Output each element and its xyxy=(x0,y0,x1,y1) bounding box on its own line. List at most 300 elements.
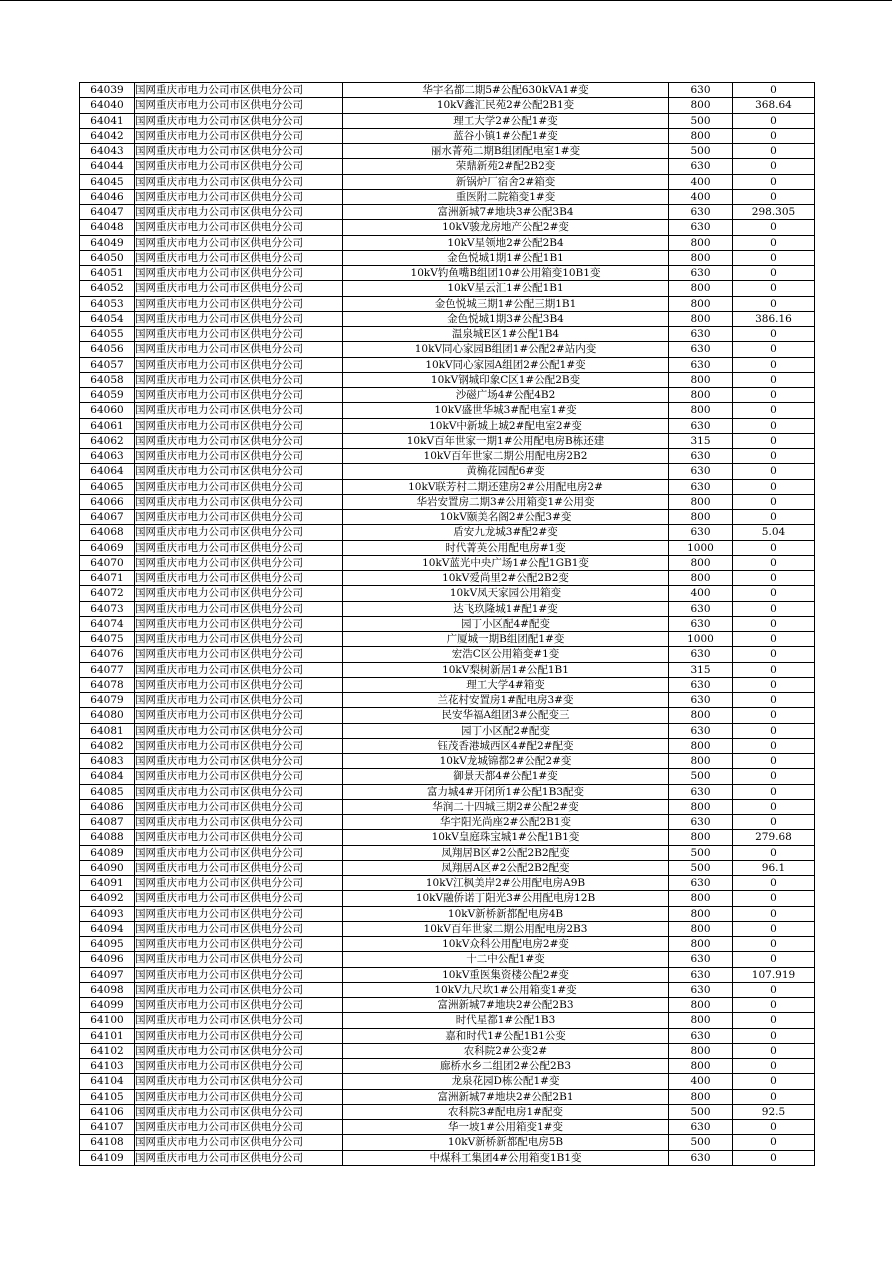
company-cell: 国网重庆市电力公司市区供电分公司 xyxy=(135,113,343,128)
table-row xyxy=(80,1135,815,1150)
transformer-name-cell: 荣鼎新苑2#配2B2变 xyxy=(343,159,669,174)
table-row xyxy=(80,754,815,769)
transformer-name-cell: 10kV中新城上城2#配电室2#变 xyxy=(343,418,669,433)
table-row xyxy=(80,342,815,357)
capacity-cell: 800 xyxy=(669,906,733,921)
capacity-cell: 315 xyxy=(669,662,733,677)
capacity-cell: 500 xyxy=(669,845,733,860)
row-id-cell: 64047 xyxy=(80,205,135,220)
value-cell: 0 xyxy=(733,1074,815,1089)
table-row xyxy=(80,662,815,677)
row-id-cell: 64088 xyxy=(80,830,135,845)
table-row xyxy=(80,998,815,1013)
value-cell: 0 xyxy=(733,845,815,860)
transformer-name-cell: 农科院2#公变2# xyxy=(343,1043,669,1058)
table-row xyxy=(80,144,815,159)
capacity-cell: 630 xyxy=(669,418,733,433)
transformer-name-cell: 10kV颐美名阁2#公配3#变 xyxy=(343,510,669,525)
page-top-border xyxy=(0,0,892,1)
capacity-cell: 500 xyxy=(669,1135,733,1150)
transformer-name-cell: 钰茂香港城西区4#配2#配变 xyxy=(343,738,669,753)
transformer-name-cell: 10kV同心家园B组团1#公配2#站内变 xyxy=(343,342,669,357)
table-row xyxy=(80,357,815,372)
row-id-cell: 64040 xyxy=(80,98,135,113)
capacity-cell: 800 xyxy=(669,937,733,952)
table-row xyxy=(80,464,815,479)
table-row xyxy=(80,891,815,906)
value-cell: 0 xyxy=(733,1043,815,1058)
row-id-cell: 64108 xyxy=(80,1135,135,1150)
transformer-name-cell: 10kV龙城锦都2#公配2#变 xyxy=(343,754,669,769)
row-id-cell: 64094 xyxy=(80,921,135,936)
table-row xyxy=(80,555,815,570)
value-cell: 0 xyxy=(733,921,815,936)
capacity-cell: 630 xyxy=(669,1028,733,1043)
capacity-cell: 630 xyxy=(669,159,733,174)
row-id-cell: 64097 xyxy=(80,967,135,982)
transformer-name-cell: 宏浩C区公用箱变#1变 xyxy=(343,647,669,662)
row-id-cell: 64074 xyxy=(80,616,135,631)
company-cell: 国网重庆市电力公司市区供电分公司 xyxy=(135,754,343,769)
capacity-cell: 800 xyxy=(669,372,733,387)
capacity-cell: 630 xyxy=(669,967,733,982)
row-id-cell: 64070 xyxy=(80,555,135,570)
company-cell: 国网重庆市电力公司市区供电分公司 xyxy=(135,1150,343,1165)
transformer-name-cell: 兰花村安置房1#配电房3#变 xyxy=(343,693,669,708)
company-cell: 国网重庆市电力公司市区供电分公司 xyxy=(135,433,343,448)
transformer-name-cell: 10kV百年世家二期公用配电房2B3 xyxy=(343,921,669,936)
transformer-name-cell: 凤翔居A区#2公配2B2配变 xyxy=(343,860,669,875)
capacity-cell: 630 xyxy=(669,1150,733,1165)
row-id-cell: 64089 xyxy=(80,845,135,860)
value-cell: 0 xyxy=(733,799,815,814)
transformer-name-cell: 凤翔居B区#2公配2B2配变 xyxy=(343,845,669,860)
company-cell: 国网重庆市电力公司市区供电分公司 xyxy=(135,860,343,875)
value-cell: 0 xyxy=(733,632,815,647)
row-id-cell: 64085 xyxy=(80,784,135,799)
row-id-cell: 64060 xyxy=(80,403,135,418)
company-cell: 国网重庆市电力公司市区供电分公司 xyxy=(135,494,343,509)
company-cell: 国网重庆市电力公司市区供电分公司 xyxy=(135,906,343,921)
table-row xyxy=(80,250,815,265)
transformer-name-cell: 富力城4#开闭所1#公配1B3配变 xyxy=(343,784,669,799)
value-cell: 0 xyxy=(733,998,815,1013)
row-id-cell: 64109 xyxy=(80,1150,135,1165)
company-cell: 国网重庆市电力公司市区供电分公司 xyxy=(135,616,343,631)
capacity-cell: 800 xyxy=(669,799,733,814)
row-id-cell: 64061 xyxy=(80,418,135,433)
capacity-cell: 1000 xyxy=(669,632,733,647)
value-cell: 0 xyxy=(733,693,815,708)
value-cell: 0 xyxy=(733,571,815,586)
company-cell: 国网重庆市电力公司市区供电分公司 xyxy=(135,677,343,692)
value-cell: 0 xyxy=(733,83,815,98)
row-id-cell: 64087 xyxy=(80,815,135,830)
table-row xyxy=(80,1089,815,1104)
transformer-name-cell: 10kV骏龙房地产公配2#变 xyxy=(343,220,669,235)
table-row xyxy=(80,921,815,936)
company-cell: 国网重庆市电力公司市区供电分公司 xyxy=(135,708,343,723)
transformer-name-cell: 华一坡1#公用箱变1#变 xyxy=(343,1120,669,1135)
transformer-name-cell: 金色悦城1期3#公配3B4 xyxy=(343,311,669,326)
company-cell: 国网重庆市电力公司市区供电分公司 xyxy=(135,235,343,250)
table-row xyxy=(80,815,815,830)
value-cell: 92.5 xyxy=(733,1104,815,1119)
transformer-name-cell: 民安华福A组团3#公配变三 xyxy=(343,708,669,723)
value-cell: 0 xyxy=(733,891,815,906)
row-id-cell: 64071 xyxy=(80,571,135,586)
row-id-cell: 64056 xyxy=(80,342,135,357)
table-row xyxy=(80,845,815,860)
capacity-cell: 400 xyxy=(669,586,733,601)
table-row xyxy=(80,159,815,174)
table-row xyxy=(80,784,815,799)
table-row xyxy=(80,479,815,494)
capacity-cell: 800 xyxy=(669,235,733,250)
transformer-name-cell: 新锅炉厂宿舍2#箱变 xyxy=(343,174,669,189)
value-cell: 0 xyxy=(733,144,815,159)
capacity-cell: 630 xyxy=(669,784,733,799)
table-row xyxy=(80,830,815,845)
capacity-cell: 800 xyxy=(669,98,733,113)
capacity-cell: 800 xyxy=(669,1059,733,1074)
table-row xyxy=(80,1120,815,1135)
row-id-cell: 64103 xyxy=(80,1059,135,1074)
capacity-cell: 630 xyxy=(669,723,733,738)
table-row xyxy=(80,982,815,997)
table-row xyxy=(80,327,815,342)
transformer-name-cell: 10kV凤天家园公用箱变 xyxy=(343,586,669,601)
company-cell: 国网重庆市电力公司市区供电分公司 xyxy=(135,967,343,982)
value-cell: 0 xyxy=(733,1089,815,1104)
row-id-cell: 64055 xyxy=(80,327,135,342)
transformer-name-cell: 沙磁广场4#公配4B2 xyxy=(343,388,669,403)
value-cell: 0 xyxy=(733,1150,815,1165)
value-cell: 0 xyxy=(733,1120,815,1135)
company-cell: 国网重庆市电力公司市区供电分公司 xyxy=(135,723,343,738)
table-row xyxy=(80,952,815,967)
company-cell: 国网重庆市电力公司市区供电分公司 xyxy=(135,647,343,662)
transformer-name-cell: 御景天都4#公配1#变 xyxy=(343,769,669,784)
transformer-name-cell: 10kV百年世家一期1#公用配电房B栋还建 xyxy=(343,433,669,448)
row-id-cell: 64044 xyxy=(80,159,135,174)
company-cell: 国网重庆市电力公司市区供电分公司 xyxy=(135,1089,343,1104)
transformer-name-cell: 达飞玖隆城1#配1#变 xyxy=(343,601,669,616)
table-row xyxy=(80,601,815,616)
value-cell: 0 xyxy=(733,388,815,403)
company-cell: 国网重庆市电力公司市区供电分公司 xyxy=(135,1104,343,1119)
row-id-cell: 64045 xyxy=(80,174,135,189)
company-cell: 国网重庆市电力公司市区供电分公司 xyxy=(135,128,343,143)
transformer-name-cell: 10kV爱尚里2#公配2B2变 xyxy=(343,571,669,586)
company-cell: 国网重庆市电力公司市区供电分公司 xyxy=(135,921,343,936)
row-id-cell: 64041 xyxy=(80,113,135,128)
capacity-cell: 800 xyxy=(669,1089,733,1104)
capacity-cell: 630 xyxy=(669,952,733,967)
transformer-name-cell: 时代星都1#公配1B3 xyxy=(343,1013,669,1028)
value-cell: 0 xyxy=(733,174,815,189)
value-cell: 0 xyxy=(733,281,815,296)
transformer-name-cell: 华润二十四城三期2#公配2#变 xyxy=(343,799,669,814)
capacity-cell: 800 xyxy=(669,403,733,418)
transformer-name-cell: 10kV同心家园A组团2#公配1#变 xyxy=(343,357,669,372)
value-cell: 0 xyxy=(733,1013,815,1028)
value-cell: 0 xyxy=(733,418,815,433)
table-row xyxy=(80,616,815,631)
value-cell: 0 xyxy=(733,906,815,921)
table-row xyxy=(80,1150,815,1165)
company-cell: 国网重庆市电力公司市区供电分公司 xyxy=(135,891,343,906)
company-cell: 国网重庆市电力公司市区供电分公司 xyxy=(135,540,343,555)
value-cell: 279.68 xyxy=(733,830,815,845)
capacity-cell: 630 xyxy=(669,677,733,692)
row-id-cell: 64069 xyxy=(80,540,135,555)
company-cell: 国网重庆市电力公司市区供电分公司 xyxy=(135,189,343,204)
row-id-cell: 64059 xyxy=(80,388,135,403)
table-body xyxy=(80,83,815,1166)
value-cell: 386.16 xyxy=(733,311,815,326)
capacity-cell: 800 xyxy=(669,555,733,570)
value-cell: 5.04 xyxy=(733,525,815,540)
value-cell: 0 xyxy=(733,982,815,997)
row-id-cell: 64042 xyxy=(80,128,135,143)
capacity-cell: 800 xyxy=(669,1013,733,1028)
capacity-cell: 630 xyxy=(669,342,733,357)
row-id-cell: 64096 xyxy=(80,952,135,967)
transformer-name-cell: 农科院3#配电房1#配变 xyxy=(343,1104,669,1119)
company-cell: 国网重庆市电力公司市区供电分公司 xyxy=(135,1043,343,1058)
row-id-cell: 64083 xyxy=(80,754,135,769)
company-cell: 国网重庆市电力公司市区供电分公司 xyxy=(135,464,343,479)
transformer-name-cell: 蓝谷小镇1#公配1#变 xyxy=(343,128,669,143)
company-cell: 国网重庆市电力公司市区供电分公司 xyxy=(135,174,343,189)
row-id-cell: 64079 xyxy=(80,693,135,708)
capacity-cell: 630 xyxy=(669,464,733,479)
capacity-cell: 800 xyxy=(669,250,733,265)
row-id-cell: 64092 xyxy=(80,891,135,906)
table-row xyxy=(80,174,815,189)
value-cell: 96.1 xyxy=(733,860,815,875)
row-id-cell: 64106 xyxy=(80,1104,135,1119)
table-row xyxy=(80,205,815,220)
value-cell: 0 xyxy=(733,449,815,464)
transformer-name-cell: 龙泉花园D栋公配1#变 xyxy=(343,1074,669,1089)
row-id-cell: 64046 xyxy=(80,189,135,204)
transformer-name-cell: 10kV重医集资楼公配2#变 xyxy=(343,967,669,982)
row-id-cell: 64054 xyxy=(80,311,135,326)
company-cell: 国网重庆市电力公司市区供电分公司 xyxy=(135,937,343,952)
row-id-cell: 64050 xyxy=(80,250,135,265)
transformer-name-cell: 黄桷花园配6#变 xyxy=(343,464,669,479)
row-id-cell: 64099 xyxy=(80,998,135,1013)
table-row xyxy=(80,571,815,586)
row-id-cell: 64078 xyxy=(80,677,135,692)
capacity-cell: 630 xyxy=(669,876,733,891)
capacity-cell: 1000 xyxy=(669,540,733,555)
value-cell: 0 xyxy=(733,708,815,723)
value-cell: 0 xyxy=(733,510,815,525)
company-cell: 国网重庆市电力公司市区供电分公司 xyxy=(135,525,343,540)
capacity-cell: 500 xyxy=(669,860,733,875)
capacity-cell: 800 xyxy=(669,571,733,586)
transformer-name-cell: 广厦城一期B组团配1#变 xyxy=(343,632,669,647)
capacity-cell: 800 xyxy=(669,754,733,769)
value-cell: 0 xyxy=(733,1059,815,1074)
table-row xyxy=(80,220,815,235)
transformer-name-cell: 园丁小区配2#配变 xyxy=(343,723,669,738)
company-cell: 国网重庆市电力公司市区供电分公司 xyxy=(135,83,343,98)
row-id-cell: 64091 xyxy=(80,876,135,891)
row-id-cell: 64082 xyxy=(80,738,135,753)
capacity-cell: 630 xyxy=(669,479,733,494)
capacity-cell: 630 xyxy=(669,266,733,281)
row-id-cell: 64077 xyxy=(80,662,135,677)
table-row xyxy=(80,708,815,723)
value-cell: 0 xyxy=(733,220,815,235)
table-row xyxy=(80,738,815,753)
company-cell: 国网重庆市电力公司市区供电分公司 xyxy=(135,1120,343,1135)
company-cell: 国网重庆市电力公司市区供电分公司 xyxy=(135,372,343,387)
value-cell: 0 xyxy=(733,769,815,784)
company-cell: 国网重庆市电力公司市区供电分公司 xyxy=(135,784,343,799)
table-row xyxy=(80,1013,815,1028)
row-id-cell: 64098 xyxy=(80,982,135,997)
table-row xyxy=(80,98,815,113)
value-cell: 0 xyxy=(733,616,815,631)
capacity-cell: 630 xyxy=(669,220,733,235)
row-id-cell: 64076 xyxy=(80,647,135,662)
company-cell: 国网重庆市电力公司市区供电分公司 xyxy=(135,738,343,753)
capacity-cell: 630 xyxy=(669,525,733,540)
row-id-cell: 64065 xyxy=(80,479,135,494)
row-id-cell: 64051 xyxy=(80,266,135,281)
value-cell: 298.305 xyxy=(733,205,815,220)
company-cell: 国网重庆市电力公司市区供电分公司 xyxy=(135,555,343,570)
row-id-cell: 64081 xyxy=(80,723,135,738)
table-row xyxy=(80,1074,815,1089)
table-row xyxy=(80,1059,815,1074)
company-cell: 国网重庆市电力公司市区供电分公司 xyxy=(135,311,343,326)
transformer-name-cell: 10kV新桥新都配电房5B xyxy=(343,1135,669,1150)
transformer-name-cell: 十二中公配1#变 xyxy=(343,952,669,967)
capacity-cell: 630 xyxy=(669,327,733,342)
table-row xyxy=(80,281,815,296)
company-cell: 国网重庆市电力公司市区供电分公司 xyxy=(135,769,343,784)
transformer-name-cell: 中煤科工集团4#公用箱变1B1变 xyxy=(343,1150,669,1165)
table-row xyxy=(80,799,815,814)
transformer-name-cell: 10kV蓝光中央广场1#公配1GB1变 xyxy=(343,555,669,570)
capacity-cell: 800 xyxy=(669,388,733,403)
value-cell: 0 xyxy=(733,1028,815,1043)
value-cell: 0 xyxy=(733,540,815,555)
company-cell: 国网重庆市电力公司市区供电分公司 xyxy=(135,982,343,997)
row-id-cell: 64039 xyxy=(80,83,135,98)
capacity-cell: 630 xyxy=(669,1120,733,1135)
transformer-name-cell: 10kV星云汇1#公配1B1 xyxy=(343,281,669,296)
table-row xyxy=(80,540,815,555)
row-id-cell: 64067 xyxy=(80,510,135,525)
capacity-cell: 800 xyxy=(669,311,733,326)
company-cell: 国网重庆市电力公司市区供电分公司 xyxy=(135,342,343,357)
table-row xyxy=(80,967,815,982)
value-cell: 0 xyxy=(733,662,815,677)
company-cell: 国网重庆市电力公司市区供电分公司 xyxy=(135,815,343,830)
value-cell: 0 xyxy=(733,647,815,662)
table-row xyxy=(80,906,815,921)
company-cell: 国网重庆市电力公司市区供电分公司 xyxy=(135,449,343,464)
company-cell: 国网重庆市电力公司市区供电分公司 xyxy=(135,662,343,677)
row-id-cell: 64095 xyxy=(80,937,135,952)
capacity-cell: 630 xyxy=(669,693,733,708)
value-cell: 0 xyxy=(733,433,815,448)
company-cell: 国网重庆市电力公司市区供电分公司 xyxy=(135,250,343,265)
table-row xyxy=(80,723,815,738)
capacity-cell: 630 xyxy=(669,601,733,616)
row-id-cell: 64052 xyxy=(80,281,135,296)
value-cell: 0 xyxy=(733,372,815,387)
company-cell: 国网重庆市电力公司市区供电分公司 xyxy=(135,799,343,814)
transformer-name-cell: 10kV新桥新都配电房4B xyxy=(343,906,669,921)
transformer-name-cell: 园丁小区配4#配变 xyxy=(343,616,669,631)
table-row xyxy=(80,128,815,143)
value-cell: 107.919 xyxy=(733,967,815,982)
table-row xyxy=(80,235,815,250)
company-cell: 国网重庆市电力公司市区供电分公司 xyxy=(135,693,343,708)
capacity-cell: 800 xyxy=(669,998,733,1013)
row-id-cell: 64084 xyxy=(80,769,135,784)
table-row xyxy=(80,937,815,952)
row-id-cell: 64107 xyxy=(80,1120,135,1135)
row-id-cell: 64073 xyxy=(80,601,135,616)
transformer-name-cell: 10kV众科公用配电房2#变 xyxy=(343,937,669,952)
value-cell: 0 xyxy=(733,723,815,738)
value-cell: 0 xyxy=(733,952,815,967)
row-id-cell: 64043 xyxy=(80,144,135,159)
transformer-name-cell: 10kV融侨诺丁阳光3#公用配电房12B xyxy=(343,891,669,906)
table-row xyxy=(80,403,815,418)
value-cell: 0 xyxy=(733,128,815,143)
transformer-name-cell: 富洲新城7#地块3#公配3B4 xyxy=(343,205,669,220)
value-cell: 0 xyxy=(733,815,815,830)
value-cell: 0 xyxy=(733,235,815,250)
transformer-name-cell: 丽水菁苑二期B组团配电室1#变 xyxy=(343,144,669,159)
company-cell: 国网重庆市电力公司市区供电分公司 xyxy=(135,830,343,845)
row-id-cell: 64063 xyxy=(80,449,135,464)
transformer-name-cell: 华宇阳光尚座2#公配2B1变 xyxy=(343,815,669,830)
capacity-cell: 800 xyxy=(669,738,733,753)
company-cell: 国网重庆市电力公司市区供电分公司 xyxy=(135,357,343,372)
value-cell: 0 xyxy=(733,357,815,372)
row-id-cell: 64064 xyxy=(80,464,135,479)
transformer-name-cell: 金色悦城1期1#公配1B1 xyxy=(343,250,669,265)
transformer-name-cell: 10kV江枫美岸2#公用配电房A9B xyxy=(343,876,669,891)
company-cell: 国网重庆市电力公司市区供电分公司 xyxy=(135,479,343,494)
table-row xyxy=(80,1043,815,1058)
row-id-cell: 64086 xyxy=(80,799,135,814)
transformer-name-cell: 重医附二院箱变1#变 xyxy=(343,189,669,204)
capacity-cell: 400 xyxy=(669,189,733,204)
company-cell: 国网重庆市电力公司市区供电分公司 xyxy=(135,845,343,860)
transformer-name-cell: 10kV钓鱼嘴B组团10#公用箱变10B1变 xyxy=(343,266,669,281)
table-row xyxy=(80,693,815,708)
table-row xyxy=(80,876,815,891)
capacity-cell: 800 xyxy=(669,510,733,525)
table-row xyxy=(80,586,815,601)
company-cell: 国网重庆市电力公司市区供电分公司 xyxy=(135,296,343,311)
value-cell: 0 xyxy=(733,296,815,311)
value-cell: 0 xyxy=(733,494,815,509)
table-row xyxy=(80,525,815,540)
